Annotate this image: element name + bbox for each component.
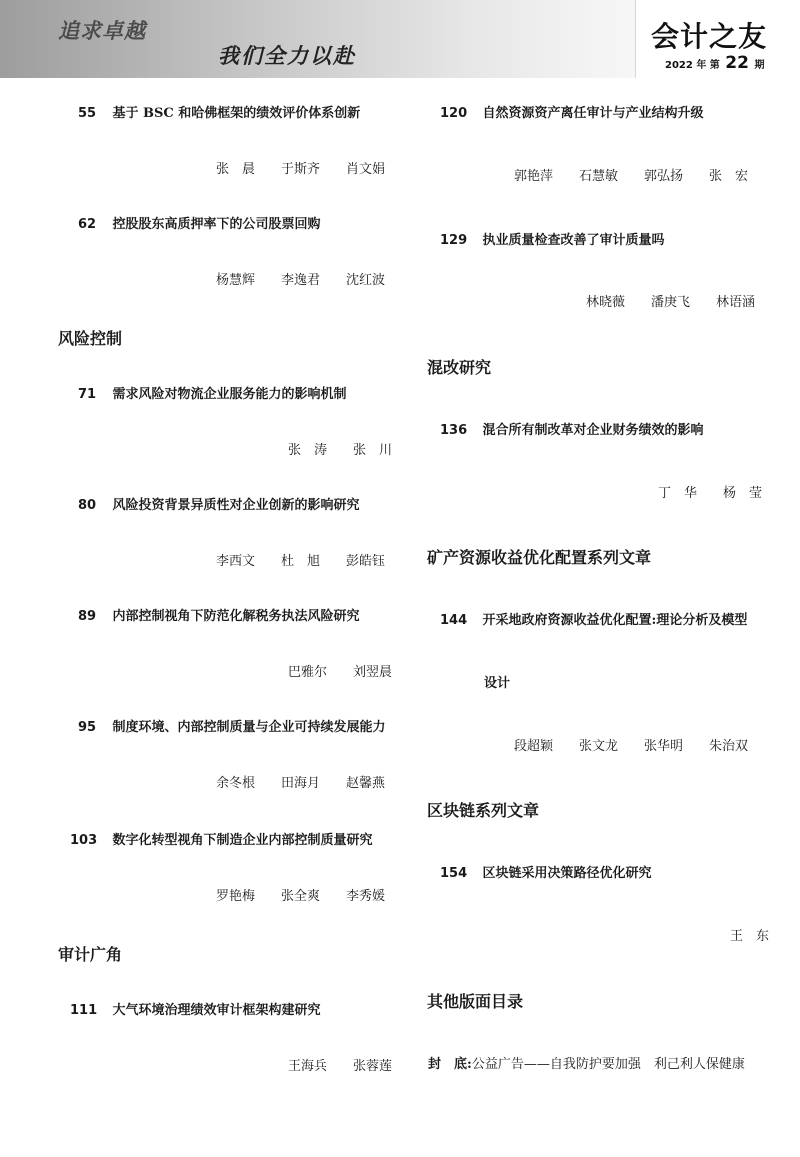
author: 王海兵 <box>288 1059 328 1074</box>
page-number: 89 <box>78 609 97 624</box>
author-list <box>216 550 385 569</box>
author-list <box>216 269 385 288</box>
page-number: 154 <box>440 866 468 881</box>
author-list <box>586 291 755 310</box>
section-heading-risk: 风险控制 <box>58 329 123 348</box>
page-number: 136 <box>440 423 468 438</box>
author: 张文龙 <box>579 739 619 754</box>
article-title: 需求风险对物流企业服务能力的影响机制 <box>112 387 347 402</box>
slogan-line-1: 追求卓越 <box>58 18 146 43</box>
author: 张 晨 <box>216 162 256 177</box>
section-heading-audit: 审计广角 <box>58 945 123 964</box>
article-title: 混合所有制改革对企业财务绩效的影响 <box>482 423 704 438</box>
author: 罗艳梅 <box>216 889 256 904</box>
toc-entry-80[interactable] <box>78 494 360 513</box>
author-list <box>288 661 392 680</box>
article-title: 自然资源资产离任审计与产业结构升级 <box>482 106 704 121</box>
author-list <box>288 439 392 458</box>
page-number: 111 <box>70 1003 98 1018</box>
author: 于斯齐 <box>281 162 321 177</box>
author: 段超颖 <box>514 739 554 754</box>
toc-entry-144[interactable] <box>440 609 747 628</box>
author: 杜 旭 <box>281 554 321 569</box>
article-title: 数字化转型视角下制造企业内部控制质量研究 <box>112 833 373 848</box>
issue-number: 22 <box>725 53 749 73</box>
author: 丁 华 <box>658 486 698 501</box>
author: 张华明 <box>644 739 684 754</box>
author: 李逸君 <box>281 273 321 288</box>
author-list <box>514 735 748 754</box>
page-number: 80 <box>78 498 97 513</box>
section-heading-mixed-reform: 混改研究 <box>427 358 492 377</box>
page-number: 120 <box>440 106 468 121</box>
slogan-line-2: 我们全力以赴 <box>218 43 356 68</box>
author: 田海月 <box>281 776 321 791</box>
author: 潘庚飞 <box>651 295 691 310</box>
toc-entry-62[interactable] <box>78 213 321 232</box>
article-title: 控股股东高质押率下的公司股票回购 <box>112 217 321 232</box>
toc-entry-71[interactable] <box>78 383 347 402</box>
section-heading-mineral-resources: 矿产资源收益优化配置系列文章 <box>427 548 652 567</box>
author: 张 宏 <box>709 169 749 184</box>
article-title: 内部控制视角下防范化解税务执法风险研究 <box>112 609 360 624</box>
author-list <box>216 158 385 177</box>
author: 张 川 <box>353 443 393 458</box>
author: 林语涵 <box>716 295 756 310</box>
article-title: 执业质量检查改善了审计质量吗 <box>482 233 665 248</box>
author-list <box>216 772 385 791</box>
author-list <box>288 1055 392 1074</box>
author-list <box>658 482 762 501</box>
author-list <box>216 885 385 904</box>
page-header <box>0 0 800 78</box>
page-number: 103 <box>70 833 98 848</box>
article-title: 风险投资背景异质性对企业创新的影响研究 <box>112 498 360 513</box>
article-title: 大气环境治理绩效审计框架构建研究 <box>112 1003 321 1018</box>
page-number: 71 <box>78 387 97 402</box>
author: 巴雅尔 <box>288 665 328 680</box>
page-number: 129 <box>440 233 468 248</box>
author-list <box>514 165 748 184</box>
toc-entry-55[interactable] <box>78 102 360 121</box>
page-number: 62 <box>78 217 97 232</box>
toc-entry-89[interactable] <box>78 605 360 624</box>
author: 郭艳萍 <box>514 169 554 184</box>
section-heading-other: 其他版面目录 <box>427 992 524 1011</box>
section-heading-blockchain: 区块链系列文章 <box>427 801 540 820</box>
article-title: 制度环境、内部控制质量与企业可持续发展能力 <box>112 720 386 735</box>
journal-title: 会计之友 <box>651 20 768 53</box>
toc-entry-95[interactable] <box>78 716 386 735</box>
author: 杨 莹 <box>723 486 763 501</box>
author: 林晓薇 <box>586 295 626 310</box>
article-title: 开采地政府资源收益优化配置:理论分析及模型 <box>482 613 748 628</box>
author: 朱治双 <box>709 739 749 754</box>
toc-entry-103[interactable] <box>70 829 373 848</box>
article-title-continued: 设计 <box>484 676 511 691</box>
author: 彭皓钰 <box>346 554 386 569</box>
toc-entry-120[interactable] <box>440 102 704 121</box>
author: 张蓉莲 <box>353 1059 393 1074</box>
back-cover-label: 封 底: <box>428 1057 472 1072</box>
issue-year: 2022 年 第 <box>665 60 720 71</box>
author: 张全爽 <box>281 889 321 904</box>
author: 石慧敏 <box>579 169 619 184</box>
page-number: 144 <box>440 613 468 628</box>
page-number: 95 <box>78 720 97 735</box>
author-list <box>730 925 769 944</box>
back-cover-text: 公益广告——自我防护要加强 利己利人保健康 <box>471 1057 745 1072</box>
author: 王 东 <box>730 929 770 944</box>
author: 沈红波 <box>346 273 386 288</box>
article-title: 基于 BSC 和哈佛框架的绩效评价体系创新 <box>112 106 361 121</box>
author: 杨慧辉 <box>216 273 256 288</box>
article-title: 区块链采用决策路径优化研究 <box>482 866 652 881</box>
author: 郭弘扬 <box>644 169 684 184</box>
toc-entry-111[interactable] <box>70 999 321 1018</box>
toc-entry-154[interactable] <box>440 862 652 881</box>
author: 余冬根 <box>216 776 256 791</box>
author: 刘翌晨 <box>353 665 393 680</box>
toc-entry-136[interactable] <box>440 419 704 438</box>
back-cover-note <box>428 1053 745 1072</box>
author: 肖文娟 <box>346 162 386 177</box>
issue-suffix: 期 <box>754 60 765 71</box>
page-number: 55 <box>78 106 97 121</box>
author: 李西文 <box>216 554 256 569</box>
author: 李秀媛 <box>346 889 386 904</box>
issue-info <box>665 53 764 73</box>
toc-entry-129[interactable] <box>440 229 665 248</box>
author: 张 涛 <box>288 443 328 458</box>
author: 赵馨燕 <box>346 776 386 791</box>
